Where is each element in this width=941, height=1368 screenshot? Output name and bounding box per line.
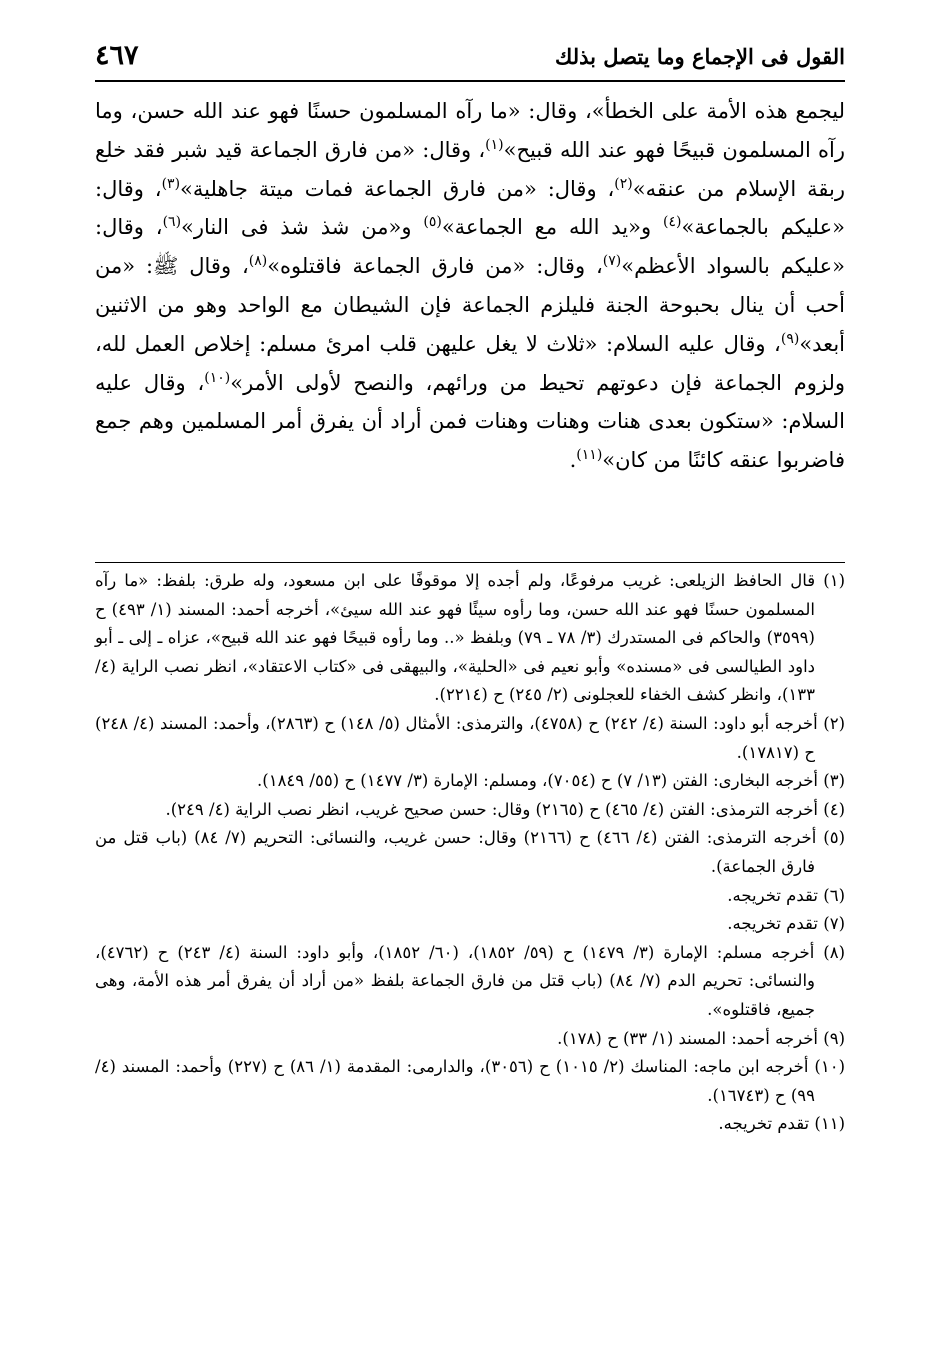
footnote-ref-7: (٧) bbox=[602, 253, 622, 270]
footnote-ref-8: (٨) bbox=[248, 253, 268, 270]
footnotes bbox=[95, 562, 845, 1139]
footnote-ref-1: (١) bbox=[485, 136, 504, 153]
text-segment: . bbox=[569, 448, 577, 473]
text-segment: و«من شذ شذ فى النار» bbox=[181, 215, 424, 240]
text-segment: ، وقال: «عليكم بالجماعة» bbox=[95, 176, 845, 240]
footnote-ref-10: (١٠) bbox=[204, 369, 231, 386]
footnote-3: (٣) أخرجه البخارى: الفتن (١٣/ ٧) ح (٧٠٥٤)، ومسلم: الإمارة (٣/ ١٤٧٧) ح (٥٥/ ١٨٤٩). bbox=[257, 771, 845, 791]
main-text bbox=[95, 82, 845, 562]
footnote-11: (١١) تقدم تخريجه. bbox=[718, 1114, 845, 1134]
footnote-6: (٦) تقدم تخريجه. bbox=[727, 885, 845, 905]
text-segment: ليجمع هذه الأمة على الخطأ»، وقال: «ما رآه المسلمون حسنًا فهو عند الله حسن، وما رآه المسلمون قبيحًا فهو عند الله قبيح» bbox=[95, 99, 845, 162]
text-segment: ، وقال: «عليكم بالسواد الأعظم» bbox=[95, 215, 845, 279]
running-title: القول فى الإجماع وما يتصل بذلك bbox=[555, 44, 845, 69]
footnote-ref-9: (٩) bbox=[780, 330, 800, 347]
footnote-ref-6: (٦) bbox=[162, 214, 182, 231]
text-segment: ، وقال عليه السلام: «ستكون بعدى هنات وهنات وهنات فمن أراد أن يفرق أمر المسلمين وهم جمع فاضربوا عنقه كائنًا من كان» bbox=[95, 370, 845, 473]
footnote-8: (٨) أخرجه مسلم: الإمارة (٣/ ١٤٧٩) ح (٥٩/ ١٨٥٢)، (٦٠/ ١٨٥٢)، وأبو داود: السنة (٤/ ٢٤٣) ح (٤٧٦٢)، والنسائى: تحريم الدم (٧/ ٨٤) (باب قتل من فارق الجماعة بلفظ «من أراد أن يفرق أمر هذه الأمة، وهى جميع، فاقتلوه». bbox=[95, 942, 846, 1019]
footnote-1: (١) قال الحافظ الزيلعى: غريب مرفوعًا، ولم أجده إلا موقوفًا على ابن مسعود، وله طرق: بلفظ: «ما رآه المسلمون حسنًا فهو عند الله حسن، وما رأوه سيئًا فهو عند الله سيئ»، أخرجه أحمد: المسند (١/ ٤٩٣) ح (٣٥٩٩) والحاكم فى المستدرك (٣/ ٧٨ ـ ٧٩) وبلفظ «.. وما رأوه قبيحًا فهو عند الله قبيح»، عزاه ـ إلى ـ أبو داود الطيالسى فى «مسنده» وأبو نعيم فى «الحلية»، والبيهقى فى «كتاب الاعتقاد»، انظر نصب الراية (٤/ ١٣٣)، وانظر كشف الخفاء للعجلونى (٢/ ٢٤٥) ح (٢٢١٤). bbox=[95, 571, 845, 705]
text-segment: ، وقال: «من فارق الجماعة قيد شبر فقد خلع ربقة الإسلام من عنقه» bbox=[95, 137, 845, 201]
page bbox=[95, 40, 845, 1139]
footnote-ref-4: (٤) bbox=[663, 214, 682, 231]
text-segment: ، وقال: «من فارق الجماعة فاقتلوه» bbox=[267, 254, 603, 279]
page-number: ٤٦٧ bbox=[95, 40, 139, 71]
text-segment: ، وقال عليه السلام: «ثلاث لا يغل عليهن قلب امرئ مسلم: إخلاص العمل لله، ولزوم الجماعة فإن دعوتهم تحيط من ورائهم، والنصح لأولى الأمر» bbox=[95, 331, 845, 395]
text-segment: و«يد الله مع الجماعة» bbox=[441, 215, 664, 240]
footnote-7: (٧) تقدم تخريجه. bbox=[727, 914, 845, 934]
footnote-ref-2: (٢) bbox=[614, 175, 633, 192]
footnote-4: (٤) أخرجه الترمذى: الفتن (٤/ ٤٦٥) ح (٢١٦٥) وقال: حسن صحيح غريب، انظر نصب الراية (٤/ ٢٤٩). bbox=[165, 799, 845, 819]
text-segment: ، وقال ﷺ: «من أحب أن ينال بحبوحة الجنة فليلزم الجماعة فإن الشيطان مع الواحد وهو من الاثنين أبعد» bbox=[95, 254, 845, 356]
footnote-10: (١٠) أخرجه ابن ماجه: المناسك (٢/ ١٠١٥) ح (٣٠٥٦)، والدارمى: المقدمة (١/ ٨٦) ح (٢٢٧) وأحمد: المسند (٤/ ٩٩) ح (١٦٧٤٣). bbox=[95, 1057, 846, 1105]
footnote-ref-11: (١١) bbox=[576, 447, 603, 464]
footnote-ref-5: (٥) bbox=[423, 214, 442, 231]
footnote-ref-3: (٣) bbox=[161, 175, 181, 192]
text-segment: ، وقال: «من فارق الجماعة فمات ميتة جاهلية» bbox=[180, 176, 615, 201]
footnote-9: (٩) أخرجه أحمد: المسند (١/ ٣٣) ح (١٧٨). bbox=[557, 1028, 845, 1048]
footnote-5: (٥) أخرجه الترمذى: الفتن (٤/ ٤٦٦) ح (٢١٦٦) وقال: حسن غريب، والنسائى: التحريم (٧/ ٨٤) (باب قتل من فارق الجماعة). bbox=[95, 828, 845, 876]
page-header bbox=[95, 40, 845, 82]
footnote-2: (٢) أخرجه أبو داود: السنة (٤/ ٢٤٢) ح (٤٧٥٨)، والترمذى: الأمثال (٥/ ١٤٨) ح (٢٨٦٣)، وأحمد: المسند (٤/ ٢٤٨) ح (١٧٨١٧). bbox=[95, 713, 845, 762]
